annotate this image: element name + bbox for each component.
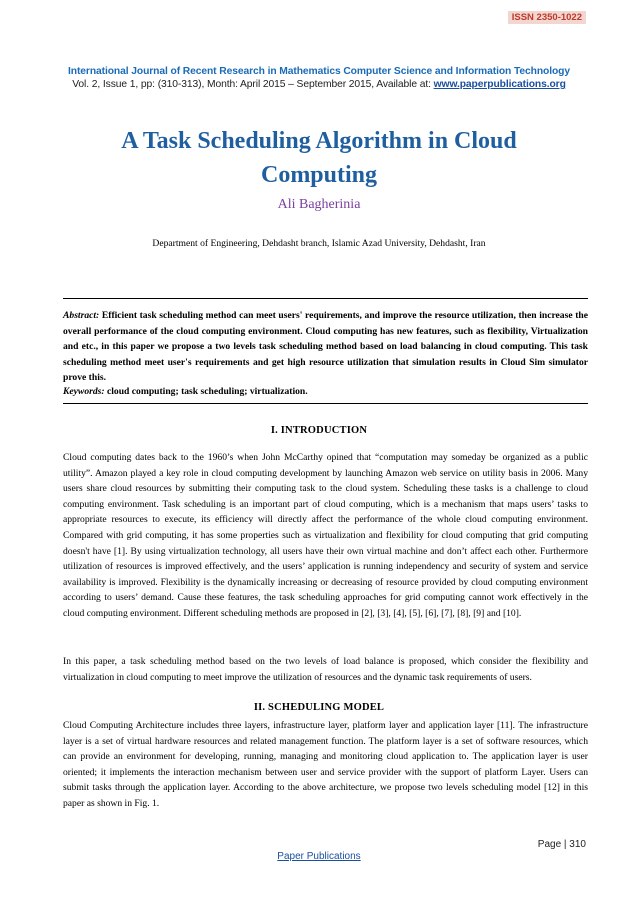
publisher-link[interactable]: Paper Publications: [277, 851, 361, 862]
title-line-1: A Task Scheduling Algorithm in Cloud: [121, 128, 517, 154]
keywords-text: cloud computing; task scheduling; virtualization.: [104, 386, 308, 397]
website-link[interactable]: www.paperpublications.org: [433, 79, 566, 90]
journal-name: International Journal of Recent Research in Mathematics Computer Science and Information Technology: [68, 66, 570, 77]
abstract-text: Efficient task scheduling method can meet users' requirements, and improve the resource utilization, then increase the overall performance of the cloud computing environment. Cloud computing has new features, such as flexibility, Virtualization and etc., in this paper we propose a two levels task scheduling method based on load balancing in cloud computing. This task scheduling method meet user's requirements and get high resource utilization that simulation results in Cloud Sim simulator prove this.: [63, 310, 588, 383]
issn-badge: ISSN 2350-1022: [508, 11, 586, 24]
paper-title: [0, 124, 638, 192]
section-heading-scheduling-model: II. SCHEDULING MODEL: [253, 702, 385, 713]
volume-info: [0, 79, 638, 90]
section-heading-introduction: I. INTRODUCTION: [270, 425, 368, 436]
keywords-label: Keywords:: [63, 386, 105, 397]
author-affiliation: Department of Engineering, Dehdasht branch, Islamic Azad University, Dehdasht, Iran: [152, 238, 486, 249]
title-line-2: Computing: [260, 162, 378, 188]
intro-paragraph-1: Cloud computing dates back to the 1960’s when John McCarthy opined that “computation may someday be organized as a public utility”. Amazon played a key role in cloud computing development by launching Amazon web service on utility basis in 2006. Many users share cloud resources by submitting their computing task to the cloud system. Scheduling these tasks is a challenge to cloud computing environment. Task scheduling is an important part of cloud computing, which is a mechanism that maps users’ tasks to appropriate resources to execute, its efficiency will directly affect the performance of the whole cloud computing environment. Compared with grid computing, it has some properties such as virtualization and flexibility for cloud computing that grid computing doesn't have [1]. By using virtualization technology, all users have their own virtual machine and don’t affect each other. Furthermore utilization of resources is improved effectively, and the users’ application is running independency and security of system and service availability is improved. Flexibility is the dynamically increasing or decreasing of resource provided by cloud computing environment according to users’ demand. Cause these features, the task scheduling approaches for grid computing cannot work effectively in the cloud computing environment. Different scheduling methods are proposed in [2], [3], [4], [5], [6], [7], [8], [9] and [10].: [63, 452, 588, 619]
volume-text: Vol. 2, Issue 1, pp: (310-313), Month: April 2015 – September 2015, Available at:: [72, 79, 434, 90]
abstract-top-rule: [63, 298, 588, 299]
abstract: [63, 308, 588, 386]
author-name: Ali Bagherinia: [277, 197, 361, 212]
scheduling-paragraph-1: Cloud Computing Architecture includes three layers, infrastructure layer, platform layer and application layer [11]. The infrastructure layer is a set of virtual hardware resources and related management function. The platform layer is a set of software resources, which can provide an environment for developing, running, managing and monitoring cloud application to. The application layer is user oriented; it implements the interaction mechanism between user and service provider with the support of platform Layer. Users can submit tasks through the application layer. According to the above architecture, we propose two levels scheduling model [12] in this paper as shown in Fig. 1.: [63, 720, 588, 809]
abstract-bottom-rule: [63, 403, 588, 404]
keywords: [63, 386, 588, 397]
page-number: Page | 310: [537, 839, 586, 850]
intro-paragraph-2: In this paper, a task scheduling method based on the two levels of load balance is proposed, which consider the flexibility and virtualization in cloud computing to meet improve the utilization of resources and the dynamic task requirements of users.: [63, 656, 588, 683]
journal-header: [0, 66, 638, 90]
abstract-label: Abstract:: [63, 310, 100, 321]
